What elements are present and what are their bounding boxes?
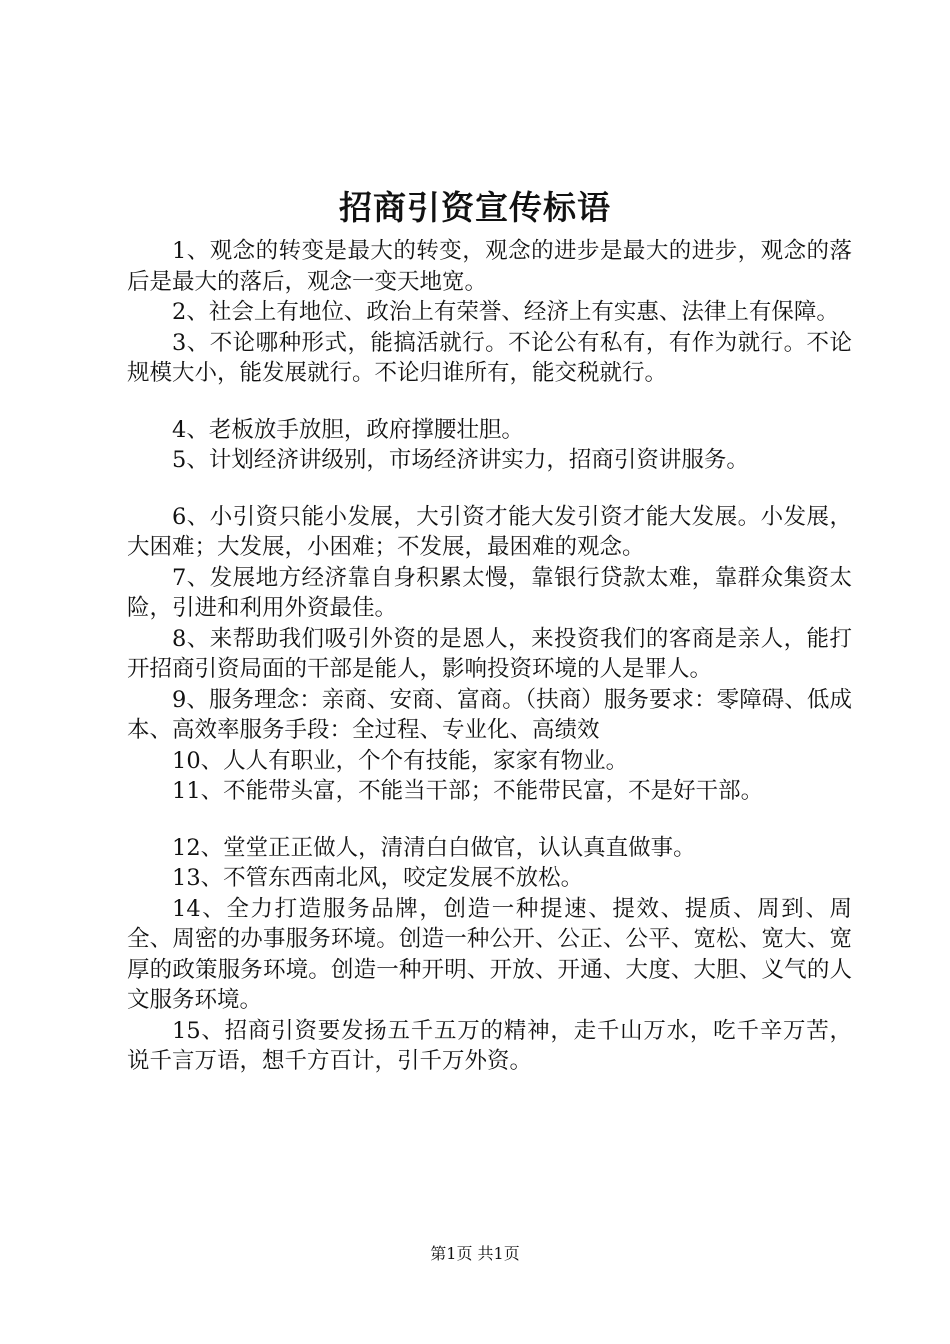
- page-footer: 第1页 共1页: [430, 1244, 520, 1263]
- document-title: 招商引资宣传标语: [339, 188, 611, 227]
- paragraph-2: 2、社会上有地位、政治上有荣誉、经济上有实惠、法律上有保障。: [172, 299, 839, 325]
- paragraph-15: 15、招商引资要发扬五千五万的精神，走千山万水，吃千辛万苦，说千言万语，想千方百计，引千万外资。: [127, 1017, 852, 1074]
- paragraph-3: 3、不论哪种形式，能搞活就行。不论公有私有，有作为就行。不论规模大小，能发展就行。不论归谁所有，能交税就行。: [127, 329, 852, 386]
- paragraph-8: 8、来帮助我们吸引外资的是恩人，来投资我们的客商是亲人，能打开招商引资局面的干部是能人，影响投资环境的人是罪人。: [127, 625, 852, 682]
- paragraph-12: 12、堂堂正正做人，清清白白做官，认认真直做事。: [172, 834, 696, 861]
- paragraph-5: 5、计划经济讲级别，市场经济讲实力，招商引资讲服务。: [172, 447, 749, 473]
- paragraph-9: 9、服务理念：亲商、安商、富商。（扶商）服务要求：零障碍、低成本、高效率服务手段：全过程、专业化、高绩效: [127, 686, 852, 743]
- document-body: [127, 236, 852, 1077]
- paragraph-10: 10、人人有职业，个个有技能，家家有物业。: [172, 747, 629, 774]
- paragraph-13: 13、不管东西南北风，咬定发展不放松。: [172, 865, 584, 891]
- paragraph-1: 1、观念的转变是最大的转变，观念的进步是最大的进步，观念的落后是最大的落后，观念一变天地宽。: [127, 238, 852, 295]
- paragraph-4: 4、老板放手放胆，政府撑腰壮胆。: [172, 416, 524, 443]
- paragraph-11: 11、不能带头富，不能当干部；不能带民富，不是好干部。: [172, 778, 764, 804]
- paragraph-6: 6、小引资只能小发展，大引资才能大发引资才能大发展。小发展，大困难；大发展，小困难；不发展，最困难的观念。: [127, 503, 852, 560]
- paragraph-7: 7、发展地方经济靠自身积累太慢，靠银行贷款太难，靠群众集资太险，引进和利用外资最佳。: [127, 564, 852, 621]
- paragraph-14: 14、全力打造服务品牌，创造一种提速、提效、提质、周到、周全、周密的办事服务环境。创造一种公开、公正、公平、宽松、宽大、宽厚的政策服务环境。创造一种开明、开放、开通、大度、大胆、义气的人文服务环境。: [127, 895, 852, 1013]
